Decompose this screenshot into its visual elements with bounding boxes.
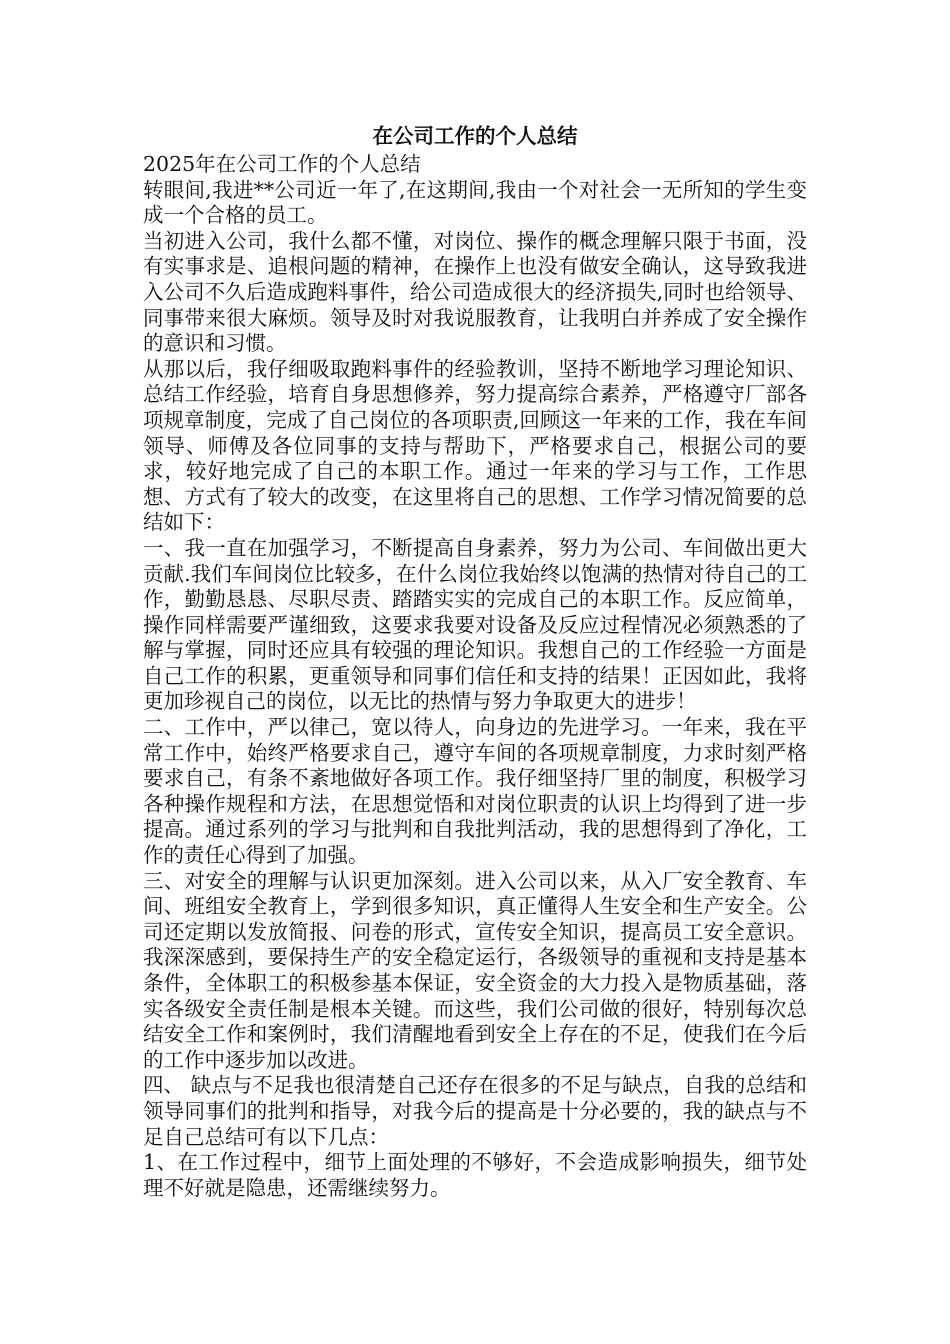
paragraph-section-2: 二、工作中，严以律己，宽以待人，向身边的先进学习。一年来，我在平常工作中，始终严格要求自己，遵守车间的各项规章制度，力求时刻严格要求自己，有条不紊地做好各项工作。我仔细坚持厂里的制度，积极学习各种操作规程和方法，在思想觉悟和对岗位职责的认识上均得到了进一步提高。通过系列的学习与批判和自我批判活动，我的思想得到了净化，工作的责任心得到了加强。: [143, 715, 807, 868]
paragraph-intro: 转眼间,我进**公司近一年了,在这期间,我由一个对社会一无所知的学生变成一个合格的员工。: [143, 177, 807, 228]
paragraph-item-1: 1、在工作过程中，细节上面处理的不够好，不会造成影响损失，细节处理不好就是隐患，还需继续努力。: [143, 1150, 807, 1200]
paragraph-section-4: 四、 缺点与不足我也很清楚自己还存在很多的不足与缺点，自我的总结和领导同事们的批判和指导，对我今后的提高是十分必要的，我的缺点与不足自己总结可有以下几点：: [143, 1073, 807, 1149]
paragraph-section-3: 三、对安全的理解与认识更加深刻。进入公司以来，从入厂安全教育、车间、班组安全教育上，学到很多知识，真正懂得人生安全和生产安全。公司还定期以发放简报、问卷的形式，宣传安全知识，提高员工安全意识。我深深感到，要保持生产的安全稳定运行，各级领导的重视和支持是基本条件，全体职工的积极参基本保证，安全资金的大力投入是物质基础，落实各级安全责任制是根本关键。而这些，我们公司做的很好，特别每次总结安全工作和案例时，我们清醒地看到安全上存在的不足，使我们在今后的工作中逐步加以改进。: [143, 868, 807, 1072]
paragraph-beginning: 当初进入公司，我什么都不懂，对岗位、操作的概念理解只限于书面，没有实事求是、追根问题的精神，在操作上也没有做安全确认，这导致我进入公司不久后造成跑料事件，给公司造成很大的经济损失,同时也给领导、同事带来很大麻烦。领导及时对我说服教育，让我明白并养成了安全操作的意识和习惯。: [143, 228, 807, 356]
paragraph-section-1: 一、我一直在加强学习，不断提高自身素养，努力为公司、车间做出更大贡献.我们车间岗位比较多，在什么岗位我始终以饱满的热情对待自己的工作，勤勤恳恳、尽职尽责、踏踏实实的完成自己的本职工作。反应简单，操作同样需要严谨细致，这要求我要对设备及反应过程情况必须熟悉的了解与掌握，同时还应具有较强的理论知识。我想自己的工作经验一方面是自己工作的积累，更重领导和同事们信任和支持的结果！正因如此，我将更加珍视自己的岗位，以无比的热情与努力争取更大的进步！: [143, 535, 807, 714]
subtitle-line: 2025年在公司工作的个人总结: [143, 152, 421, 176]
paragraph-since-then: 从那以后，我仔细吸取跑料事件的经验教训，坚持不断地学习理论知识、总结工作经验，培育自身思想修养，努力提高综合素养，严格遵守厂部各项规章制度，完成了自己岗位的各项职责,回顾这一年来的工作，我在车间领导、师傅及各位同事的支持与帮助下，严格要求自己，根据公司的要求，较好地完成了自己的本职工作。通过一年来的学习与工作，工作思想、方式有了较大的改变，在这里将自己的思想、工作学习情况简要的总结如下：: [143, 356, 807, 535]
document-page: [143, 122, 807, 1201]
document-title: 在公司工作的个人总结: [372, 124, 578, 148]
